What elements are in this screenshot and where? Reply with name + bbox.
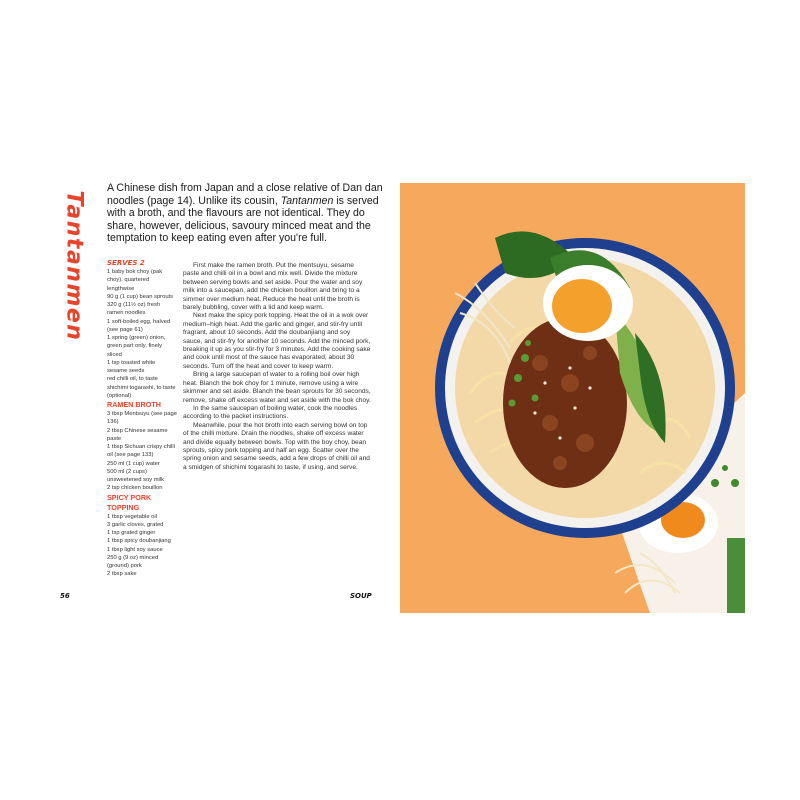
method-paragraph: In the same saucepan of boiling water, cook the noodles according to the packet instructions. [183, 404, 358, 421]
broth-ingredient-item: 2 tbsp Chinese sesame paste [107, 427, 168, 442]
recipe-title [54, 190, 94, 342]
pork-ingredient-item: 1 tbsp light soy sauce [107, 546, 163, 553]
ramen-photo [400, 183, 745, 613]
broth-ingredient-item: 500 ml (2 cups) unsweetened soy milk [107, 468, 165, 483]
ingredient-item: 1 soft-boiled egg, halved (see page 61) [107, 318, 171, 333]
broth-heading: RAMEN BROTH [107, 400, 161, 409]
pork-ingredient-item: 3 garlic cloves, grated [107, 521, 164, 528]
ingredient-item: 320 g (11½ oz) fresh ramen noodles [107, 302, 161, 317]
method-paragraph: Bring a large saucepan of water to a rolling boil over high heat. Blanch the bok choy for 1 minute, remove using a wire skimmer and set aside. Blanch the bean sprouts for 30 seconds, remove, shake off excess water and set aside with the bok choy. [183, 371, 371, 404]
broth-ingredient-item: 2 tsp chicken bouillon [107, 485, 163, 492]
condiment-jar [727, 538, 745, 613]
method-column [183, 262, 371, 472]
method-paragraph: First make the ramen broth. Put the mentsuyu, sesame paste and chilli oil in a bowl and mix well. Divide the mixture between serving bowls and set aside. Pour the water and soy milk into a saucepan, add the chicken bouillon and bring to a simmer over medium heat. Reduce the heat until the broth is barely bubbling, cover with a lid and keep warm. [183, 262, 363, 312]
ingredient-item: 90 g (1 cup) bean sprouts [107, 293, 174, 300]
pork-ingredient-item: 2 tbsp sake [107, 571, 137, 578]
recipe-intro [107, 182, 387, 245]
pork-ingredient-item: 1 tbsp vegetable oil [107, 513, 157, 520]
pork-ingredient-item: 250 g (9 oz) minced (ground) pork [107, 554, 159, 569]
pork-ingredient-item: 1 tsp grated ginger [107, 530, 156, 536]
pork-ingredient-list [107, 513, 177, 579]
ingredients-column [107, 258, 177, 579]
method-paragraph: Meanwhile, pour the hot broth into each serving bowl on top of the chilli mixture. Drain the noodles, shake off excess water and divide equally between bowls. Top with the boy choy, bean sprouts, spicy pork topping and half an egg. Scatter over the spring onion and sesame seeds, add a few drops of chilli oil and a smidgen of shichimi togarashi to taste, if using, and serve. [183, 421, 370, 471]
broth-ingredient-item: 3 tbsp Mentsuyu (see page 136) [107, 411, 177, 426]
broth-ingredient-item: 1 tbsp Sichuan crispy chilli oil (see page 133) [107, 444, 175, 459]
serves-heading: SERVES 2 [107, 259, 145, 267]
intro-text-1: A Chinese dish from Japan and a close relative of Dan dan noodles (page 14). Unlike its cousin, [107, 182, 383, 207]
ingredient-item: 1 spring (green) onion, green part only, finely sliced [107, 335, 166, 358]
method-paragraph: Next make the spicy pork topping. Heat the oil in a wok over medium–high heat. Add the garlic and ginger, and stir-fry until fragrant, about 10 seconds. Add the doubanjiang and soy sauce, and stir-fry for another 10 seconds. Add the minced pork, breaking it up as you stir-fry for 3 minutes. Add the cooking sake and cook until most of the sauce has evaporated, about 30 seconds. Turn off the heat and cover to keep warm. [183, 312, 371, 370]
ingredient-item: shichimi togarashi, to taste (optional) [107, 384, 176, 399]
intro-paragraph [107, 182, 387, 245]
intro-italic-name: Tantanmen [280, 194, 334, 207]
broth-ingredient-item: 250 ml (1 cup) water [107, 460, 160, 467]
page-number: 56 [60, 592, 70, 600]
ingredient-item: 1 baby bok choy (pak choy), quartered lengthwise [107, 269, 163, 292]
broth-ingredient-list [107, 410, 177, 493]
ingredient-item: 1 tsp toasted white sesame seeds [107, 359, 156, 374]
soft-boiled-egg-yolk [552, 279, 612, 333]
ramen-photo-illustration [400, 183, 745, 613]
intro-text-2: is served with a broth, and the flavours are not identical. They do share, however, delicious, savoury minced meat and the temptation to keep eating even after you're full. [107, 194, 379, 245]
recipe-title-text: Tantanmen [61, 190, 87, 342]
pork-ingredient-item: 1 tbsp spicy doubanjiang [107, 538, 171, 545]
ingredient-item: red chilli oil, to taste [107, 376, 158, 383]
pork-heading: SPICY PORK TOPPING [107, 492, 152, 512]
main-ingredient-list [107, 268, 177, 400]
section-name: SOUP [350, 592, 372, 600]
